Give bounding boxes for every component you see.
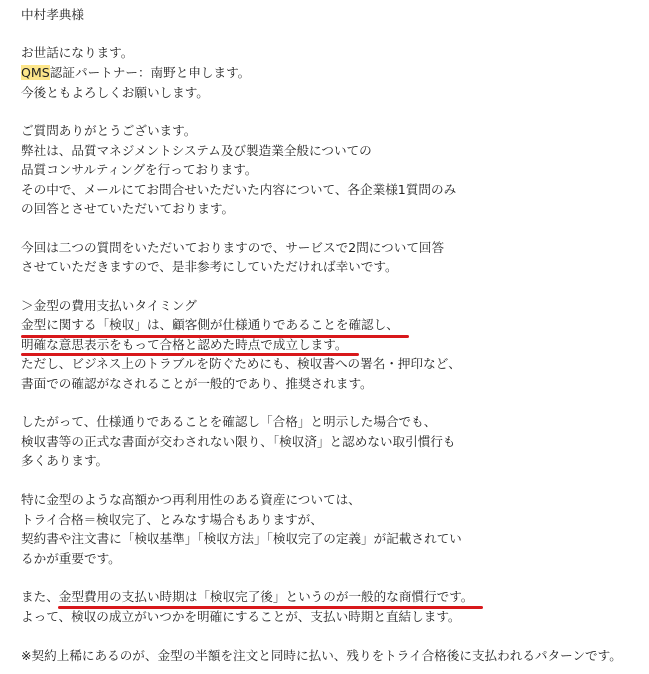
para4-line: 検収書等の正式な書面が交わされない限り、「検収済」と認めない取引慣行も: [21, 434, 456, 449]
para1-line: 弊社は、品質マネジメントシステム及び製造業全般についての: [21, 143, 372, 158]
para1-line: の回答とさせていただいております。: [21, 201, 235, 216]
para3-line-underlined: 金型に関する「検収」は、顧客側が仕様通りであることを確認し、: [21, 317, 399, 332]
greeting-name: 中村孝典様: [21, 7, 84, 22]
para5-line: トライ合格＝検収完了、とみなす場合もありますが、: [21, 512, 323, 527]
para4-line: 多くあります。: [21, 453, 109, 468]
intro-line-3: 今後ともよろしくお願いします。: [21, 85, 209, 100]
para2-line: 今回は二つの質問をいただいておりますので、サービスで2問について回答: [21, 240, 445, 255]
para6-line-underlined: また、金型費用の支払い時期は「検収完了後」というのが一般的な商慣行です。: [21, 589, 474, 604]
para6-line: よって、検収の成立がいつかを明確にすることが、支払い時期と直結します。: [21, 609, 461, 624]
intro-line-1: お世話になります。: [21, 45, 134, 60]
section-heading: ＞金型の費用支払いタイミング: [21, 298, 197, 313]
para1-line: その中で、メールにてお問合せいただいた内容について、各企業様1質問のみ: [21, 182, 457, 197]
para4-line: したがって、仕様通りであることを確認し「合格」と明示した場合でも、: [21, 414, 437, 429]
para5-line: 契約書や注文書に「検収基準」「検収方法」「検収完了の定義」が記載されてい: [21, 531, 462, 546]
intro-line-2-rest: 認証パートナー：南野と申します。: [49, 65, 251, 80]
highlighted-text: QMS: [21, 65, 50, 80]
para2-line: させていただきますので、是非参考にしていただければ幸いです。: [21, 259, 398, 274]
para5-line: 特に金型のような高額かつ再利用性のある資産については、: [21, 492, 361, 507]
para3-line: 書面での確認がなされることが一般的であり、推奨されます。: [21, 376, 373, 391]
para1-line: 品質コンサルティングを行っております。: [21, 162, 258, 177]
intro-line-2: [21, 63, 250, 82]
para1-line: ご質問ありがとうございます。: [21, 123, 197, 138]
para3-line-underlined: 明確な意思表示をもって合格と認めた時点で成立します。: [21, 337, 348, 352]
para5-line: るかが重要です。: [21, 551, 121, 566]
para3-line: ただし、ビジネス上のトラブルを防ぐためにも、検収書への署名・押印など、: [21, 356, 461, 371]
note-line: ※契約上稀にあるのが、金型の半額を注文と同時に払い、残りをトライ合格後に支払われるパターンです。: [21, 648, 622, 663]
